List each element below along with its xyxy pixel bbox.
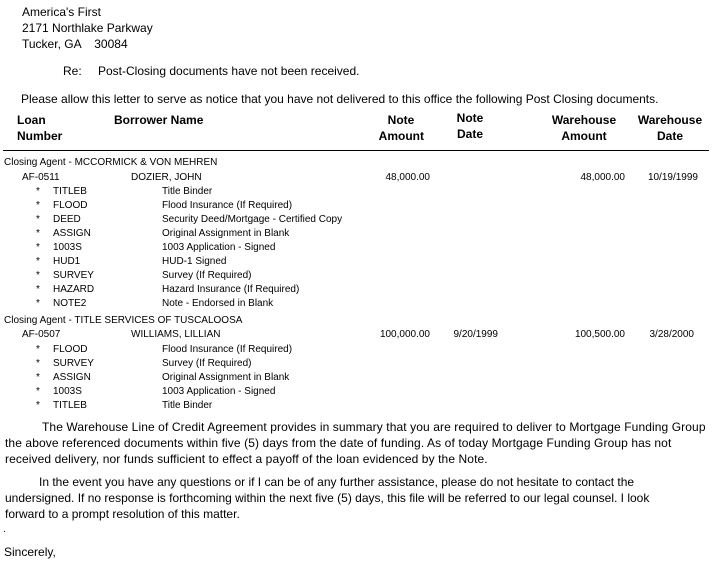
header-note-amount-line1: Note <box>387 113 415 127</box>
intro-text: Please allow this letter to serve as notice that you have not delivered to this office the following Post Closing documents. <box>21 92 659 106</box>
recipient-city: Tucker, GA 30084 <box>22 37 128 51</box>
doc-bullet: * <box>36 186 40 197</box>
doc-description: 1003 Application - Signed <box>162 386 276 397</box>
header-loan-line1: Loan <box>17 113 46 127</box>
doc-description: Original Assignment in Blank <box>162 228 290 239</box>
closing-salutation: Sincerely, <box>4 545 56 559</box>
header-warehouse-amount-line1: Warehouse <box>551 113 617 127</box>
doc-description: Hazard Insurance (If Required) <box>162 284 300 295</box>
doc-description: Note - Endorsed in Blank <box>162 298 274 309</box>
note-amount: 100,000.00 <box>379 329 430 340</box>
doc-bullet: * <box>36 214 40 225</box>
doc-bullet: * <box>36 284 40 295</box>
doc-description: Security Deed/Mortgage - Certified Copy <box>162 214 343 225</box>
header-warehouse-date <box>632 112 708 144</box>
doc-bullet: * <box>36 242 40 253</box>
doc-description: Survey (If Required) <box>162 358 252 369</box>
borrower-name: WILLIAMS, LILLIAN <box>131 329 221 340</box>
body-paragraph-2: In the event you have any questions or if I can be of any further assistance, please do not hesitate to contact the undersigned. If no response is forthcoming within the next five (5) days, this file will be referred to our legal counsel. I look forward to a prompt resolution of this matter. <box>5 475 650 521</box>
doc-code: SURVEY <box>53 358 94 369</box>
doc-bullet: * <box>36 298 40 309</box>
doc-code: HAZARD <box>53 284 95 295</box>
doc-bullet: * <box>36 200 40 211</box>
header-note-amount-line2: Amount <box>378 129 424 143</box>
closing-agent-1: Closing Agent - MCCORMICK & VON MEHREN <box>4 157 218 168</box>
doc-code: HUD1 <box>53 256 81 267</box>
doc-code: ASSIGN <box>53 228 91 239</box>
header-warehouse-date-line1: Warehouse <box>637 113 703 127</box>
doc-description: HUD-1 Signed <box>162 256 227 267</box>
closing-agent-2: Closing Agent - TITLE SERVICES OF TUSCALOOSA <box>4 315 243 326</box>
doc-description: 1003 Application - Signed <box>162 242 276 253</box>
doc-description: Title Binder <box>162 400 213 411</box>
header-note-date <box>448 110 492 142</box>
loan-number: AF-0511 <box>22 172 60 183</box>
recipient-name: America's First <box>22 5 101 19</box>
doc-code: TITLEB <box>53 400 87 411</box>
doc-bullet: * <box>36 270 40 281</box>
doc-description: Original Assignment in Blank <box>162 372 290 383</box>
doc-description: Survey (If Required) <box>162 270 252 281</box>
doc-description: Title Binder <box>162 186 213 197</box>
doc-description: Flood Insurance (If Required) <box>162 200 293 211</box>
doc-code: ASSIGN <box>53 372 91 383</box>
doc-description: Flood Insurance (If Required) <box>162 344 293 355</box>
header-warehouse-amount <box>546 112 622 144</box>
body-paragraph-1: The Warehouse Line of Credit Agreement provides in summary that you are required to deliver to Mortgage Funding Group the above referenced documents within five (5) days from the date of funding. As of today Mortgage Funding Group has not received delivery, nor funds sufficient to effect a payoff of the loan evidenced by the Note. <box>5 420 706 466</box>
header-note-date-line2: Date <box>456 127 483 141</box>
re-label: Re: <box>63 64 82 78</box>
doc-bullet: * <box>36 400 40 411</box>
doc-code: FLOOD <box>53 344 88 355</box>
borrower-name: DOZIER, JOHN <box>131 172 202 183</box>
header-divider <box>3 150 709 151</box>
doc-bullet: * <box>36 228 40 239</box>
note-date: 9/20/1999 <box>453 329 498 340</box>
header-warehouse-date-line2: Date <box>656 129 683 143</box>
header-loan <box>17 112 62 144</box>
recipient-street: 2171 Northlake Parkway <box>22 21 153 35</box>
warehouse-date: 3/28/2000 <box>649 329 694 340</box>
header-note-amount <box>364 112 424 144</box>
loan-number: AF-0507 <box>22 329 61 340</box>
doc-code: FLOOD <box>53 200 88 211</box>
header-warehouse-amount-line2: Amount <box>561 129 607 143</box>
doc-bullet: * <box>36 344 40 355</box>
doc-code: 1003S <box>53 386 82 397</box>
header-loan-line2: Number <box>17 129 63 143</box>
doc-bullet: * <box>36 358 40 369</box>
note-amount: 48,000.00 <box>385 172 430 183</box>
stray-dot: . <box>3 524 6 535</box>
doc-bullet: * <box>36 386 40 397</box>
header-borrower: Borrower Name <box>114 113 204 127</box>
doc-code: DEED <box>53 214 81 225</box>
warehouse-date: 10/19/1999 <box>647 172 698 183</box>
doc-code: SURVEY <box>53 270 94 281</box>
doc-code: 1003S <box>53 242 82 253</box>
header-note-date-line1: Note <box>456 111 484 125</box>
re-subject: Post-Closing documents have not been received. <box>98 64 360 78</box>
doc-bullet: * <box>36 372 40 383</box>
warehouse-amount: 100,500.00 <box>574 329 625 340</box>
doc-code: NOTE2 <box>53 298 87 309</box>
warehouse-amount: 48,000.00 <box>580 172 625 183</box>
doc-bullet: * <box>36 256 40 267</box>
doc-code: TITLEB <box>53 186 87 197</box>
